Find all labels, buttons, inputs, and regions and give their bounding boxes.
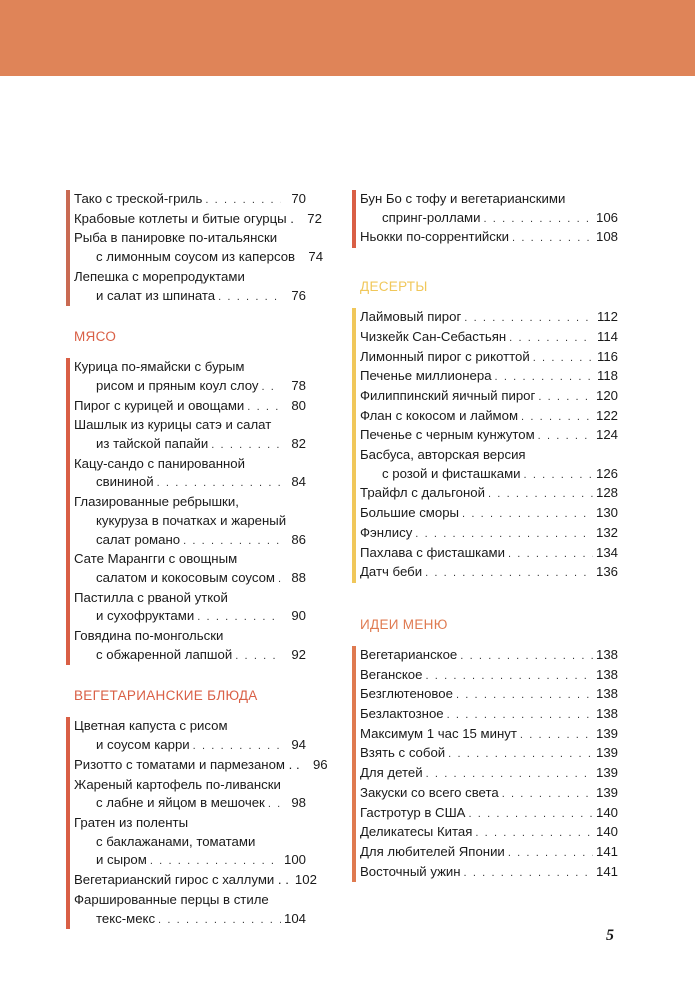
toc-page-number: 74	[308, 249, 324, 265]
menu-entries	[360, 646, 618, 882]
toc-page-number: 139	[595, 784, 618, 800]
dot-leader	[268, 795, 281, 814]
toc-entry-line	[74, 910, 306, 930]
toc-entry-title: Шашлык из курицы сатэ и салат	[74, 417, 272, 433]
dessert-entries	[360, 308, 618, 583]
toc-entry	[360, 328, 618, 348]
dot-leader	[278, 570, 281, 589]
toc-entry-line	[74, 248, 324, 268]
dot-leader	[464, 309, 593, 328]
toc-entry-title: Большие сморы	[360, 505, 460, 521]
dot-leader	[475, 824, 593, 843]
toc-entry-title: с розой и фисташками	[382, 465, 521, 481]
toc-entry-line	[74, 736, 306, 756]
veg-cont-block	[352, 190, 618, 248]
toc-entry-title: Безглютеновое	[360, 686, 453, 702]
toc-entry	[360, 484, 618, 504]
toc-entry-line	[360, 744, 618, 764]
section-title-desserts: ДЕСЕРТЫ	[360, 279, 428, 295]
toc-entry-line	[74, 287, 306, 307]
toc-entry	[360, 843, 618, 863]
toc-entry-title: с обжаренной лапшой	[96, 646, 233, 662]
toc-entry-line	[360, 563, 618, 583]
toc-page-number: 124	[595, 427, 618, 443]
toc-entry-line	[74, 833, 306, 852]
toc-entry-title: Говядина по-монгольски	[74, 628, 224, 644]
toc-page-number: 138	[595, 666, 618, 682]
toc-page-number: 70	[291, 191, 306, 206]
dot-leader	[157, 474, 281, 493]
toc-entry	[74, 891, 306, 929]
toc-page-number: 140	[595, 824, 618, 840]
toc-entry-title: Рыба в панировке по-итальянски	[74, 230, 278, 246]
meat-block	[66, 358, 306, 665]
toc-page-number: 138	[595, 686, 618, 702]
section-title-vegetarian: ВЕГЕТАРИАНСКИЕ БЛЮДА	[74, 688, 258, 704]
toc-entry-title: Флан с кокосом и лаймом	[360, 407, 519, 423]
toc-entry-title: салатом и кокосовым соусом	[96, 569, 275, 585]
toc-entry-title: Печенье миллионера	[360, 368, 492, 384]
dot-leader	[425, 564, 593, 583]
toc-page-number: 140	[595, 804, 618, 820]
toc-entry-line	[360, 725, 618, 745]
toc-entry-title: салат романо	[96, 531, 181, 547]
toc-entry-title: Филиппинский яичный пирог	[360, 387, 536, 403]
menu-section-bar	[352, 646, 356, 882]
dot-leader	[524, 466, 593, 485]
toc-entry-line	[74, 891, 306, 910]
dessert-section-bar	[352, 308, 356, 583]
dot-leader	[456, 686, 593, 705]
toc-entry	[74, 776, 306, 814]
toc-entry-line	[74, 268, 306, 287]
dot-leader	[533, 349, 593, 368]
toc-entry	[74, 627, 306, 665]
toc-entry	[74, 455, 306, 493]
toc-entry-title: Деликатесы Китая	[360, 824, 473, 840]
toc-entry-line	[360, 823, 618, 843]
toc-page-number: 88	[291, 569, 306, 585]
toc-entry-line	[360, 407, 618, 427]
toc-entry-line	[360, 209, 618, 229]
dot-leader	[521, 408, 593, 427]
toc-entry-line	[360, 524, 618, 544]
toc-entry	[360, 504, 618, 524]
toc-entry-line	[74, 512, 306, 531]
toc-entry-title: Веганское	[360, 666, 423, 682]
toc-entry-title: Цветная капуста с рисом	[74, 718, 228, 734]
toc-page-number: 136	[595, 564, 618, 580]
toc-entry	[360, 228, 618, 248]
toc-entry-line	[74, 531, 306, 551]
fish-block	[66, 190, 324, 306]
toc-entry-title: Восточный ужин	[360, 863, 461, 879]
dot-leader	[520, 726, 593, 745]
toc-page-number: 106	[595, 209, 618, 225]
toc-entry-title: Гратен из поленты	[74, 814, 189, 830]
toc-page-number: 90	[291, 608, 306, 624]
toc-entry-title: Глазированные ребрышки,	[74, 494, 239, 510]
toc-page-number: 139	[595, 725, 618, 741]
toc-page-number: 114	[596, 328, 618, 344]
toc-page-number: 122	[595, 407, 618, 423]
toc-entry	[360, 705, 618, 725]
toc-page-number: 130	[595, 505, 618, 521]
toc-page-number: 112	[596, 309, 618, 325]
toc-entry-title: Пастилла с рваной уткой	[74, 589, 228, 605]
toc-entry	[360, 563, 618, 583]
dot-leader	[211, 436, 281, 455]
toc-entry-line	[74, 377, 306, 397]
toc-entry-line	[360, 446, 618, 465]
toc-page-number: 80	[291, 397, 306, 413]
toc-entry-title: текс-мекс	[96, 910, 156, 926]
toc-entry	[360, 666, 618, 686]
toc-entry-title: Датч беби	[360, 564, 423, 580]
toc-entry	[360, 725, 618, 745]
toc-entry	[360, 784, 618, 804]
toc-entry-line	[360, 666, 618, 686]
dot-leader	[488, 485, 593, 504]
dot-leader	[495, 368, 593, 387]
toc-entry-title: Лаймовый пирог	[360, 309, 462, 325]
toc-entry	[360, 646, 618, 666]
toc-entry-line	[74, 229, 306, 248]
toc-entry-title: и соусом карри	[96, 737, 190, 753]
toc-page-number: 141	[595, 863, 618, 879]
toc-entry	[360, 804, 618, 824]
dot-leader	[508, 844, 593, 863]
toc-entry-line	[74, 607, 306, 627]
toc-entry	[360, 308, 618, 328]
toc-entry	[74, 589, 306, 627]
toc-entry	[74, 493, 306, 550]
toc-page-number: 132	[595, 524, 618, 540]
toc-page-number: 138	[595, 646, 618, 662]
dot-leader	[218, 288, 281, 307]
toc-entry-title: Чизкейк Сан-Себастьян	[360, 328, 507, 344]
toc-entry-line	[74, 794, 306, 814]
toc-entry-title: и сыром	[96, 852, 147, 868]
dot-leader	[538, 388, 593, 407]
toc-entry-line	[360, 465, 618, 485]
section-title-menu-ideas: ИДЕИ МЕНЮ	[360, 616, 448, 632]
toc-entry-line	[74, 627, 306, 646]
toc-entry-line	[74, 717, 306, 736]
toc-entry	[360, 744, 618, 764]
toc-entry-line	[74, 756, 328, 776]
toc-entry-title: Ньокки по-соррентийски	[360, 229, 510, 245]
toc-entry-line	[74, 435, 306, 455]
dot-leader	[197, 608, 281, 627]
toc-page-number: 126	[595, 465, 618, 481]
dot-leader	[193, 737, 281, 756]
veg-cont-entries	[360, 190, 618, 248]
toc-entry	[74, 358, 306, 396]
dot-leader	[235, 647, 281, 666]
toc-page-number: 118	[596, 368, 618, 384]
dot-leader	[158, 911, 281, 930]
toc-entry-title: спринг-роллами	[382, 209, 481, 225]
dot-leader	[538, 427, 593, 446]
toc-entry-line	[74, 397, 306, 417]
toc-entry-line	[360, 484, 618, 504]
toc-entry-title: Крабовые котлеты и битые огурцы .	[74, 210, 294, 226]
toc-page-number: 100	[283, 852, 306, 868]
dot-leader	[183, 532, 281, 551]
toc-entry-line	[74, 814, 306, 833]
toc-entry	[74, 229, 324, 267]
toc-entry	[360, 764, 618, 784]
toc-entry-title: Безлактозное	[360, 706, 444, 722]
dot-leader	[508, 545, 593, 564]
toc-entry-line	[360, 705, 618, 725]
fish-section-bar	[66, 190, 70, 306]
toc-entry-title: Бун Бо с тофу и вегетарианскими	[360, 191, 566, 206]
toc-entry-line	[74, 776, 306, 795]
toc-page-number: 128	[595, 485, 618, 501]
toc-entry	[360, 446, 618, 484]
toc-entry-line	[360, 190, 618, 209]
dot-leader	[460, 647, 593, 666]
menu-block	[352, 646, 618, 882]
dot-leader	[448, 745, 593, 764]
toc-entry	[74, 210, 322, 230]
toc-entry	[360, 348, 618, 368]
toc-entry-line	[360, 804, 618, 824]
toc-entry-line	[360, 764, 618, 784]
toc-entry-line	[360, 784, 618, 804]
toc-entry-line	[360, 367, 618, 387]
toc-entry-line	[74, 455, 306, 474]
toc-entry-title: Трайфл с дальгоной	[360, 485, 485, 501]
toc-entry-line	[360, 646, 618, 666]
veg-cont-section-bar	[352, 190, 356, 248]
toc-entry-title: Пахлава с фисташками	[360, 544, 505, 560]
dot-leader	[512, 229, 593, 248]
toc-entry	[74, 871, 317, 891]
toc-page-number: 120	[595, 387, 618, 403]
toc-entry-line	[74, 550, 306, 569]
dot-leader	[509, 329, 593, 348]
toc-entry-line	[74, 210, 322, 230]
toc-entry-title: Курица по-ямайски с бурым	[74, 359, 245, 375]
toc-page-number: 141	[595, 843, 618, 859]
meat-entries	[74, 358, 306, 665]
dot-leader	[425, 667, 593, 686]
toc-entry-title: Пирог с курицей и овощами	[74, 397, 245, 413]
toc-entry-line	[74, 871, 317, 891]
toc-entry-line	[74, 589, 306, 608]
toc-page-number: 82	[291, 436, 306, 452]
toc-entry-line	[74, 493, 306, 512]
dessert-block	[352, 308, 618, 583]
toc-entry-title: Взять с собой	[360, 745, 446, 761]
toc-page-number: 76	[291, 287, 306, 303]
dot-leader	[415, 525, 593, 544]
toc-entry-title: Печенье с черным кунжутом	[360, 427, 535, 443]
toc-entry-title: Кацу-сандо с панированной	[74, 455, 245, 471]
toc-entry-line	[74, 851, 306, 871]
dot-leader	[483, 210, 593, 229]
toc-page-number: 86	[291, 531, 306, 547]
toc-entry-title: и салат из шпината	[96, 287, 216, 303]
toc-page-number: 84	[291, 474, 306, 490]
toc-entry-line	[74, 646, 306, 666]
toc-entry-line	[74, 358, 306, 377]
toc-entry-title: Гастротур в США	[360, 804, 466, 820]
toc-entry-title: Фаршированные перцы в стиле	[74, 891, 269, 907]
top-color-band	[0, 0, 695, 76]
toc-entry-line	[74, 416, 306, 435]
toc-entry-title: Для детей	[360, 765, 423, 781]
toc-entry	[74, 756, 328, 776]
toc-page-number: 139	[595, 745, 618, 761]
dot-leader	[447, 706, 593, 725]
toc-page-number: 102	[294, 872, 317, 888]
toc-entry	[74, 717, 306, 755]
toc-entry-title: Закуски со всего света	[360, 784, 499, 800]
toc-entry	[74, 814, 306, 871]
veg-section-bar	[66, 717, 70, 929]
toc-entry	[360, 407, 618, 427]
toc-page-number: 96	[312, 756, 328, 772]
toc-entry	[360, 524, 618, 544]
toc-entry-title: Для любителей Японии	[360, 843, 505, 859]
dot-leader	[468, 805, 593, 824]
toc-entry-title: Тако с треской-гриль	[74, 191, 203, 206]
toc-page-number: 108	[595, 229, 618, 245]
dot-leader	[205, 191, 281, 210]
toc-entry-line	[360, 328, 618, 348]
dot-leader	[502, 785, 593, 804]
toc-left-column	[66, 190, 328, 929]
toc-entry-line	[74, 569, 306, 589]
toc-entry-title: Ризотто с томатами и пармезаном . .	[74, 756, 300, 772]
toc-entry-title: с баклажанами, томатами	[96, 833, 256, 849]
toc-entry	[74, 416, 306, 454]
toc-entry	[360, 190, 618, 228]
dot-leader	[426, 765, 593, 784]
toc-entry	[360, 685, 618, 705]
toc-entry	[74, 550, 306, 588]
dot-leader	[261, 378, 281, 397]
toc-entry	[360, 387, 618, 407]
toc-entry	[360, 544, 618, 564]
toc-entry-line	[360, 685, 618, 705]
toc-entry-line	[360, 228, 618, 248]
toc-page-number: 104	[283, 910, 306, 926]
toc-entry-line	[360, 544, 618, 564]
toc-entry-line	[360, 387, 618, 407]
toc-entry-title: и сухофруктами	[96, 608, 195, 624]
toc-entry	[360, 823, 618, 843]
dot-leader	[464, 864, 593, 883]
toc-entry-line	[360, 504, 618, 524]
toc-page-number: 138	[595, 706, 618, 722]
toc-page-number: 72	[307, 210, 322, 226]
toc-entry-title: Жареный картофель по-ливански	[74, 776, 281, 792]
toc-page-number: 78	[291, 377, 306, 393]
toc-entry	[360, 367, 618, 387]
toc-entry-title: Максимум 1 час 15 минут	[360, 725, 517, 741]
toc-right-column	[352, 190, 618, 882]
toc-entry-line	[360, 348, 618, 368]
fish-entries	[74, 190, 324, 306]
toc-entry-title: с лабне и яйцом в мешочек	[96, 795, 265, 811]
veg-entries	[74, 717, 328, 929]
toc-entry-title: Басбуса, авторская версия	[360, 447, 526, 463]
toc-page-number: 116	[596, 348, 618, 364]
meat-section-bar	[66, 358, 70, 665]
toc-entry-title: Лепешка с морепродуктами	[74, 268, 245, 284]
toc-entry-line	[74, 190, 306, 210]
toc-entry-title: Вегетарианский гирос с халлуми . .	[74, 872, 289, 888]
toc-entry	[74, 268, 306, 306]
toc-page-number: 139	[595, 765, 618, 781]
toc-entry-title: с лимонным соусом из каперсов	[96, 249, 296, 265]
dot-leader	[150, 852, 281, 871]
toc-entry	[360, 426, 618, 446]
toc-entry	[74, 190, 306, 210]
toc-entry-line	[74, 473, 306, 493]
toc-page-number: 94	[291, 737, 306, 753]
toc-page-number: 134	[595, 544, 618, 560]
toc-entry-title: рисом и пряным коул слоу	[96, 377, 259, 393]
toc-entry-title: Лимонный пирог с рикоттой	[360, 348, 530, 364]
toc-entry	[360, 863, 618, 883]
toc-entry-title: из тайской папайи	[96, 436, 209, 452]
toc-entry-title: кукуруза в початках и жареный	[96, 512, 287, 528]
dot-leader	[247, 398, 281, 417]
section-title-meat: МЯСО	[74, 329, 117, 345]
toc-entry	[74, 397, 306, 417]
toc-entry-line	[360, 426, 618, 446]
toc-entry-title: свининой	[96, 474, 154, 490]
toc-page-number: 98	[291, 795, 306, 811]
toc-entry-line	[360, 863, 618, 883]
toc-entry-line	[360, 308, 618, 328]
toc-page-number: 92	[291, 646, 306, 662]
page-number: 5	[606, 927, 614, 944]
toc-entry-title: Фэнлису	[360, 524, 413, 540]
dot-leader	[462, 505, 593, 524]
toc-entry-title: Сате Марангги с овощным	[74, 551, 238, 567]
toc-entry-line	[360, 843, 618, 863]
veg-block	[66, 717, 328, 929]
toc-entry-title: Вегетарианское	[360, 646, 458, 662]
